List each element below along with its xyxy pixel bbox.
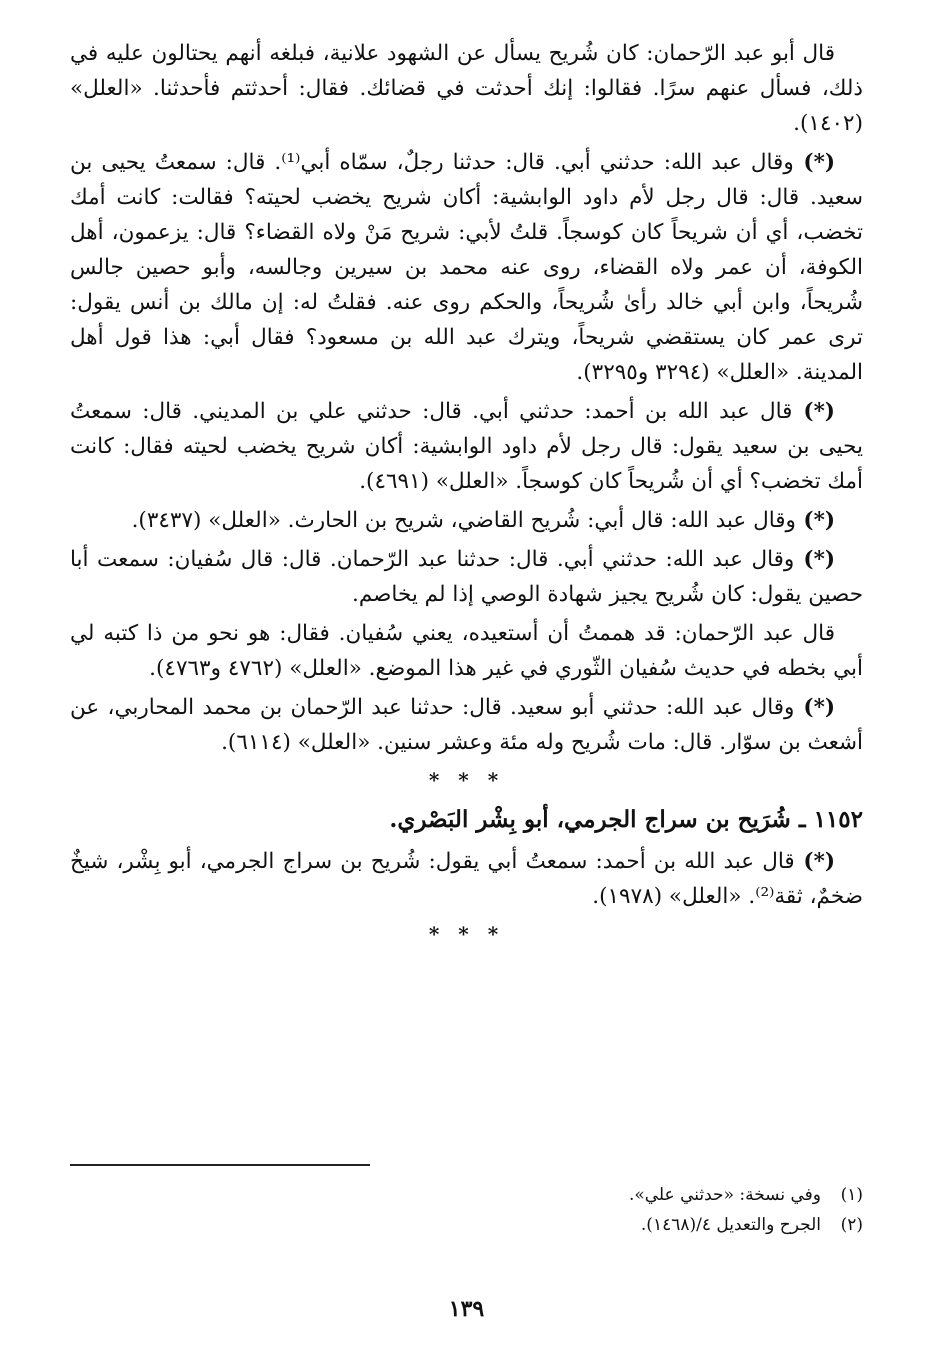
paragraph-text: قال عبد الرّحمان: قد هممتُ أن أستعيده، يعني سُفيان. فقال: هو نحو من ذا كتبه لي أبي بخطه في حديث سُفيان الثّوري في غير هذا الموضع. «العلل» (٤٧٦٢ و٤٧٦٣).	[70, 621, 863, 681]
paragraph	[70, 690, 863, 760]
paragraph-text: وقال عبد الله: حدثني أبي. قال: حدثنا عبد الرّحمان. قال: قال سُفيان: سمعت أبا حصين يقول: كان شُريح يجيز شهادة الوصي إذا لم يخاصم.	[70, 547, 863, 607]
asterisk-marker: (*)	[794, 849, 835, 874]
footnotes	[70, 1180, 863, 1240]
paragraph	[70, 36, 863, 141]
paragraph-text: وقال عبد الله: حدثني أبي. قال: حدثنا رجلٌ، سمّاه أبي⁽¹⁾. قال: سمعتُ يحيى بن سعيد. قال: قال رجل لأم داود الوابشية: أكان شريح يخضب لحيته؟ فقالت: كانت أمك تخضب، أي أن شريحاً كان كوسجاً. قلتُ لأبي: شريح مَنْ ولاه القضاء؟ قال: يزعمون، أهل الكوفة، أن عمر ولاه القضاء، روى عنه محمد بن سيرين وجالسه، وأبو حصين جالس شُريحاً، وابن أبي خالد رأىٰ شُريحاً، والحكم روى عنه. فقلتُ له: إن مالك بن أنس يقول: ترى عمر كان يستقضي شريحاً، ويترك عبد الله بن مسعود؟ فقال أبي: هذا قول أهل المدينة. «العلل» (٣٢٩٤ و٣٢٩٥).	[70, 150, 863, 385]
paragraph	[70, 145, 863, 390]
asterisk-marker: (*)	[794, 547, 836, 572]
paragraph-text: وقال عبد الله: حدثني أبو سعيد. قال: حدثنا عبد الرّحمان بن محمد المحاربي، عن أشعث بن سوّار. قال: مات شُريح وله مئة وعشر سنين. «العلل» (٦١١٤).	[70, 695, 863, 755]
asterisk-marker: (*)	[794, 695, 835, 720]
footnote-number: (٢)	[840, 1215, 863, 1235]
footnote-number: (١)	[840, 1185, 863, 1205]
asterisk-marker: (*)	[793, 150, 836, 175]
asterisk-marker: (*)	[795, 508, 835, 533]
paragraph-text: قال عبد الله بن أحمد: سمعتُ أبي يقول: شُريح بن سراج الجرمي، أبو بِشْر، شيخٌ ضخمٌ، ثقة⁽²⁾. «العلل» (١٩٧٨).	[70, 849, 863, 909]
footnote-item	[70, 1180, 863, 1210]
entry-heading: ١١٥٢ ـ شُرَيح بن سراج الجرمي، أبو بِشْر البَصْري.	[389, 806, 863, 833]
paragraph-text: قال عبد الله بن أحمد: حدثني أبي. قال: حدثني علي بن المديني. قال: سمعتُ يحيى بن سعيد يقول: قال رجل لأم داود الوابشية: أكان شريح يخضب لحيته فقال: كانت أمك تخضب؟ أي أن شُريحاً كان كوسجاً. «العلل» (٤٦٩١).	[70, 399, 863, 494]
paragraph	[70, 542, 863, 612]
paragraph	[70, 394, 863, 499]
section-separator: * * *	[428, 768, 505, 792]
footnote-text: وفي نسخة: «حدثني علي».	[628, 1185, 821, 1205]
page-number: ١٣٩	[448, 1296, 485, 1322]
paragraph-text: وقال عبد الله: قال أبي: شُريح القاضي، شريح بن الحارث. «العلل» (٣٤٣٧).	[131, 508, 796, 533]
paragraph-text: قال أبو عبد الرّحمان: كان شُريح يسأل عن الشهود علانية، فبلغه أنهم يحتالون عليه في ذلك، فسأل عنهم سرًا. فقالوا: إنك أحدثت في قضائك. فقال: أحدثتم فأحدثنا. «العلل» (١٤٠٢).	[70, 41, 863, 136]
page-body	[70, 36, 863, 956]
paragraph	[70, 844, 863, 914]
footnote-divider	[70, 1164, 370, 1166]
footnote-text: الجرح والتعديل ٤/(١٤٦٨).	[640, 1215, 821, 1235]
paragraph	[70, 616, 863, 686]
footnote-item	[70, 1210, 863, 1240]
section-separator: * * *	[428, 922, 505, 946]
asterisk-marker: (*)	[792, 399, 835, 424]
paragraph	[70, 503, 863, 538]
